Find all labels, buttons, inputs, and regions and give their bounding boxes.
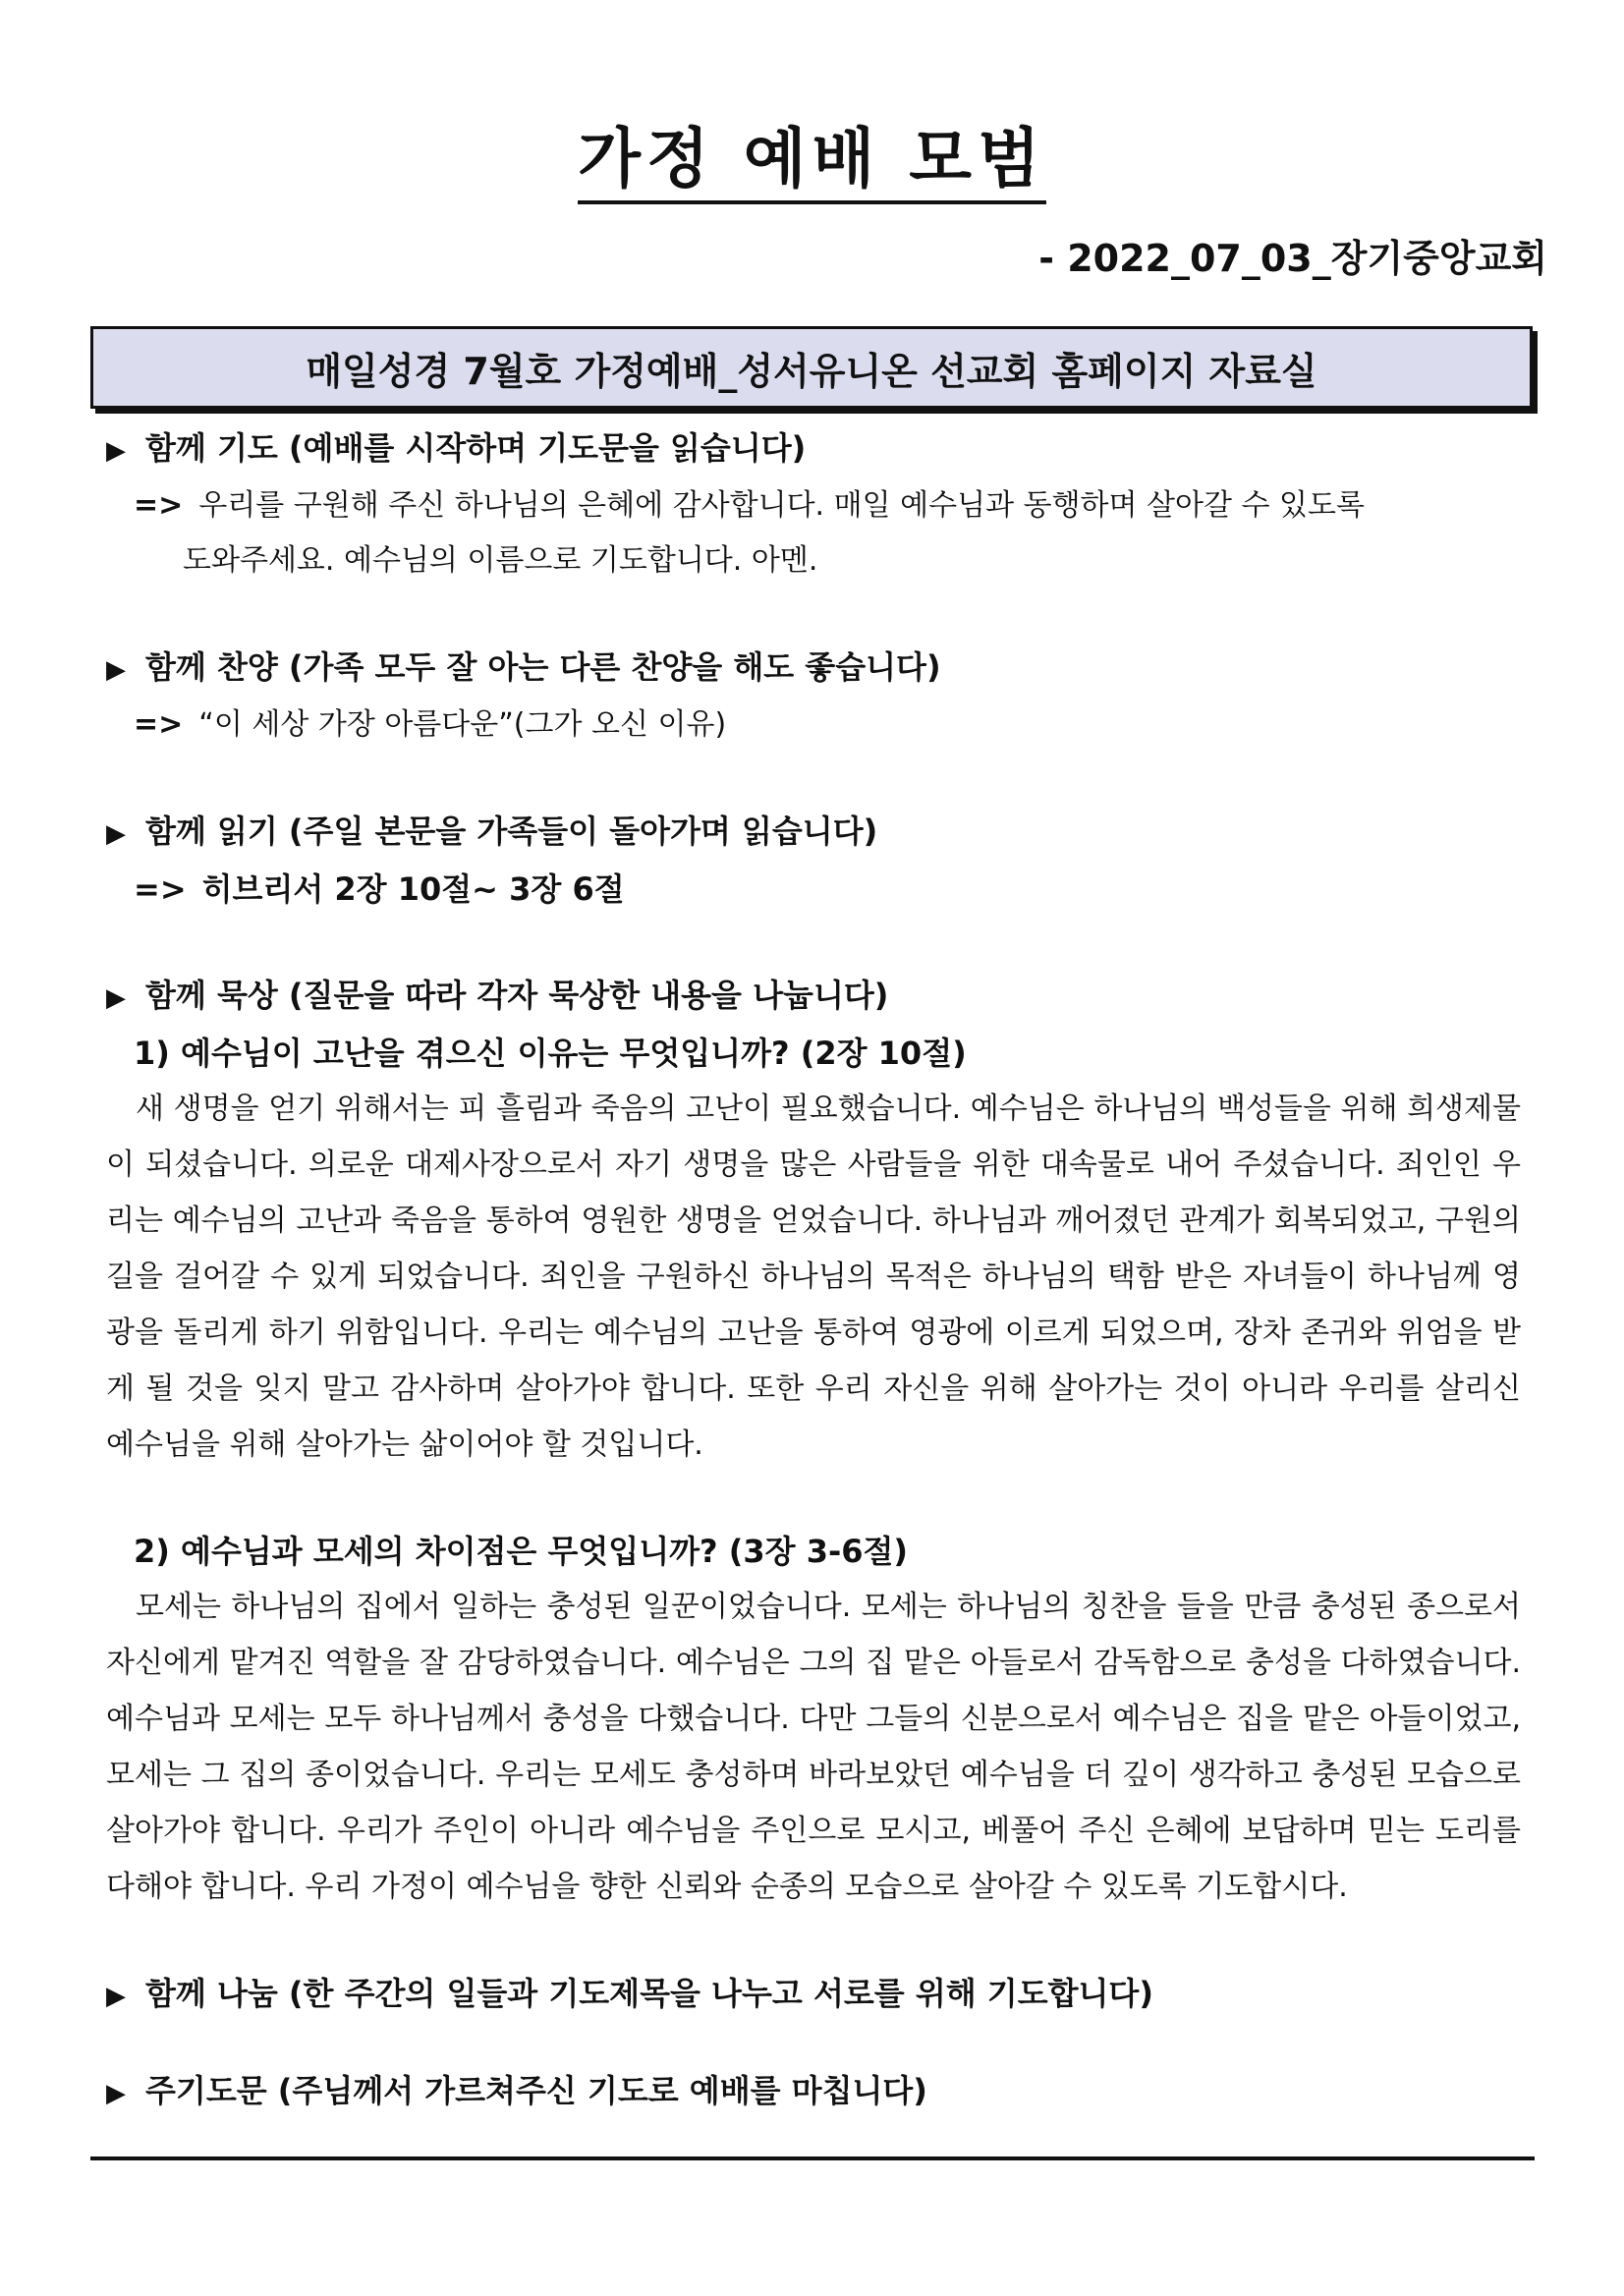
section-heading-meditation xyxy=(106,968,1531,1026)
section-heading-praise xyxy=(106,640,1531,698)
prayer-text-continued xyxy=(106,533,1531,588)
meditation-question-1: 1) 예수님이 고난을 겪으신 이유는 무엇입니까? (2장 10절) xyxy=(134,1035,967,1072)
praise-song xyxy=(106,698,1531,753)
section-heading-lords-prayer xyxy=(106,2063,1531,2121)
meditation-answer-2: 모세는 하나님의 집에서 일하는 충성된 일꾼이었습니다. 모세는 하나님의 칭찬을 들을 만큼 충성된 종으로서 자신에게 맡겨진 역할을 잘 감당하였습니다. 예수님은 그의 집 맡은 아들로서 감독함으로 충성을 다하였습니다. 예수님과 모세는 모두 하나님께서 충성을 다했습니다. 다만 그들의 신분으로서 예수님은 집을 맡은 아들이었고, 모세는 그 집의 종이었습니다. 우리는 모세도 충성하며 바라보았던 예수님을 더 깊이 생각하고 충성된 모습으로 살아가야 합니다. 우리가 주인이 아니라 예수님을 주인으로 모시고, 베풀어 주신 은혜에 보답하며 믿는 도리를 다해야 합니다. 우리 가정이 예수님을 향한 신뢰와 순종의 모습으로 살아갈 수 있도록 기도합시다. xyxy=(106,1590,1521,1904)
triangle-bullet-icon: ▶ xyxy=(106,2079,126,2108)
spacer xyxy=(106,917,1531,968)
heading-text: 함께 나눔 (한 주간의 일들과 기도제목을 나누고 서로를 위해 기도합니다) xyxy=(145,1975,1153,2012)
heading-text: 함께 찬양 (가족 모두 잘 아는 다른 찬양을 해도 좋습니다) xyxy=(145,648,941,686)
bottom-divider xyxy=(90,2156,1535,2160)
heading-text: 주기도문 (주님께서 가르쳐주신 기도로 예배를 마칩니다) xyxy=(145,2072,927,2109)
document-title-text: 가정 예배 모범 xyxy=(578,121,1046,204)
prayer-line-1: 우리를 구원해 주신 하나님의 은혜에 감사합니다. 매일 예수님과 동행하며 살아갈 수 있도록 xyxy=(198,488,1365,523)
section-heading-reading xyxy=(106,804,1531,862)
arrow-icon: => xyxy=(134,707,184,742)
prayer-text xyxy=(106,478,1531,533)
triangle-bullet-icon: ▶ xyxy=(106,1982,126,2011)
triangle-bullet-icon: ▶ xyxy=(106,436,126,466)
spacer xyxy=(106,2024,1531,2063)
prayer-line-2: 도와주세요. 예수님의 이름으로 기도합니다. 아멘. xyxy=(183,543,818,578)
heading-text: 함께 읽기 (주일 본문을 가족들이 돌아가며 읽습니다) xyxy=(145,812,878,850)
document-title xyxy=(0,106,1624,199)
triangle-bullet-icon: ▶ xyxy=(106,819,126,849)
worship-order xyxy=(106,420,1531,2121)
song-title: “이 세상 가장 아름다운”(그가 오신 이유) xyxy=(198,707,727,742)
meditation-answer-1: 새 생명을 얻기 위해서는 피 흘림과 죽음의 고난이 필요했습니다. 예수님은 하나님의 백성들을 위해 희생제물이 되셨습니다. 의로운 대제사장으로서 자기 생명을 많은 사람들을 위한 대속물로 내어 주셨습니다. 죄인인 우리는 예수님의 고난과 죽음을 통하여 영원한 생명을 얻었습니다. 하나님과 깨어졌던 관계가 회복되었고, 구원의 길을 걸어갈 수 있게 되었습니다. 죄인을 구원하신 하나님의 목적은 하나님의 택함 받은 자녀들이 하나님께 영광을 돌리게 하기 위함입니다. 우리는 예수님의 고난을 통하여 영광에 이르게 되었으며, 장차 존귀와 위엄을 받게 될 것을 잊지 말고 감사하며 살아가야 합니다. 또한 우리 자신을 위해 살아가는 것이 아니라 우리를 살리신 예수님을 위해 살아가는 삶이어야 할 것입니다. xyxy=(106,1092,1521,1462)
triangle-bullet-icon: ▶ xyxy=(106,655,126,685)
meditation-question-2: 2) 예수님과 모세의 차이점은 무엇입니까? (3장 3-6절) xyxy=(134,1533,909,1570)
arrow-icon: => xyxy=(134,870,187,908)
scripture-text: 히브리서 2장 10절~ 3장 6절 xyxy=(201,870,625,908)
heading-text: 함께 기도 (예배를 시작하며 기도문을 읽습니다) xyxy=(145,429,807,467)
spacer xyxy=(106,588,1531,640)
spacer xyxy=(106,1473,1531,1524)
date-church-line: - 2022_07_03_장기중앙교회 xyxy=(1038,237,1547,280)
source-banner: 매일성경 7월호 가정예배_성서유니온 선교회 홈페이지 자료실 xyxy=(90,326,1533,409)
scripture-reference xyxy=(106,862,1531,917)
arrow-icon: => xyxy=(134,488,184,523)
heading-text: 함께 묵상 (질문을 따라 각자 묵상한 내용을 나눕니다) xyxy=(145,977,889,1014)
spacer xyxy=(106,1915,1531,1966)
triangle-bullet-icon: ▶ xyxy=(106,983,126,1013)
section-heading-prayer xyxy=(106,420,1531,478)
section-heading-sharing xyxy=(106,1966,1531,2024)
spacer xyxy=(106,753,1531,804)
